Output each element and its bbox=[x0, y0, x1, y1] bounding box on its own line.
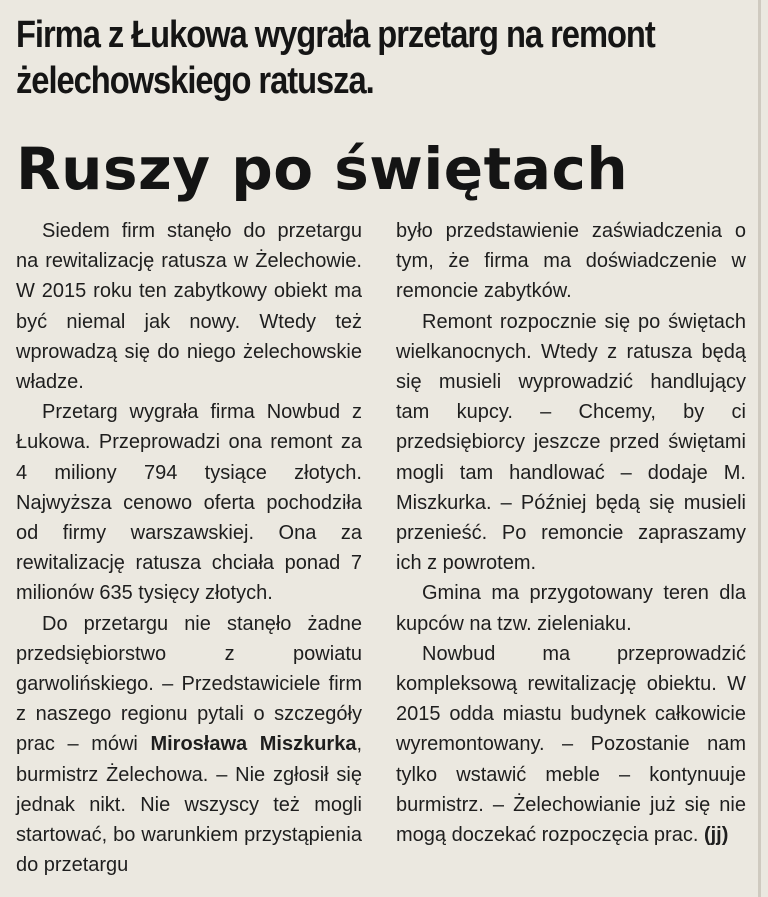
paragraph: Siedem firm stanęło do przetargu na rewitalizację ratusza w Żelechowie. W 2015 roku ten zabytkowy obiekt ma być niemal jak nowy. Wtedy też wprowadzą się do niego żelechowskie władze. bbox=[16, 220, 362, 394]
paragraph: Remont rozpocznie się po świętach wielkanocnych. Wtedy z ratusza będą się musieli wyprowadzić handlujący tam kupcy. – Chcemy, by ci przedsiębiorcy jeszcze przed świętami mogli tam handlować – dodaje M. Miszkurka. – Później będą się musieli przenieść. Po remoncie zapraszamy ich z powrotem. bbox=[396, 310, 746, 575]
paragraph: Gmina ma przygotowany teren dla kupców na tzw. zieleniaku. bbox=[396, 582, 746, 635]
article-headline bbox=[16, 12, 756, 104]
article-column-right bbox=[396, 216, 746, 850]
article-column-left bbox=[16, 216, 362, 880]
author-byline: (jj) bbox=[703, 824, 729, 847]
headline-line-2: żelechowskiego ratusza. bbox=[16, 60, 374, 102]
paragraph-text: Nowbud ma przeprowadzić kompleksową rewitalizację obiektu. W 2015 odda miastu budynek całkowicie wyremontowany. – Pozostanie nam tylko wstawić meble – kontynuuje burmistrz. – Żelechowianie już się nie mogą doczekać rozpoczęcia prac. bbox=[396, 642, 746, 847]
paragraph bbox=[396, 639, 746, 850]
article-subhead: Ruszy po świętach bbox=[16, 135, 629, 203]
paragraph: Przetarg wygrała firma Nowbud z Łukowa. Przeprowadzi ona remont za 4 miliony 794 tysiące złotych. Najwyższa cenowo oferta pochodziła od firmy warszawskiej. Ona za rewitalizację ratusza chciała ponad 7 milionów 635 tysięcy złotych. bbox=[16, 401, 362, 605]
paragraph bbox=[16, 609, 362, 881]
paragraph: było przedstawienie zaświadczenia o tym, że firma ma doświadczenie w remoncie zabytków. bbox=[396, 220, 746, 303]
headline-line-1: Firma z Łukowa wygrała przetarg na remont bbox=[16, 14, 655, 56]
bleed-through-decoration: ​ bbox=[249, 361, 251, 413]
quoted-person-name: Mirosława Miszkurka bbox=[150, 733, 357, 756]
page-edge-divider bbox=[758, 0, 761, 897]
paragraph-text: , burmistrz Żelechowa. – Nie zgłosił się jednak nikt. Nie wszyscy też mogli startować, bo warunkiem przystąpienia do przetargu bbox=[16, 733, 363, 877]
paragraph-text: Do przetargu nie stanęło żadne przedsiębiorstwo z powiatu garwolińskiego. – Przedstawiciele firm z naszego regionu pytali o szczegóły prac – mówi bbox=[16, 612, 362, 756]
